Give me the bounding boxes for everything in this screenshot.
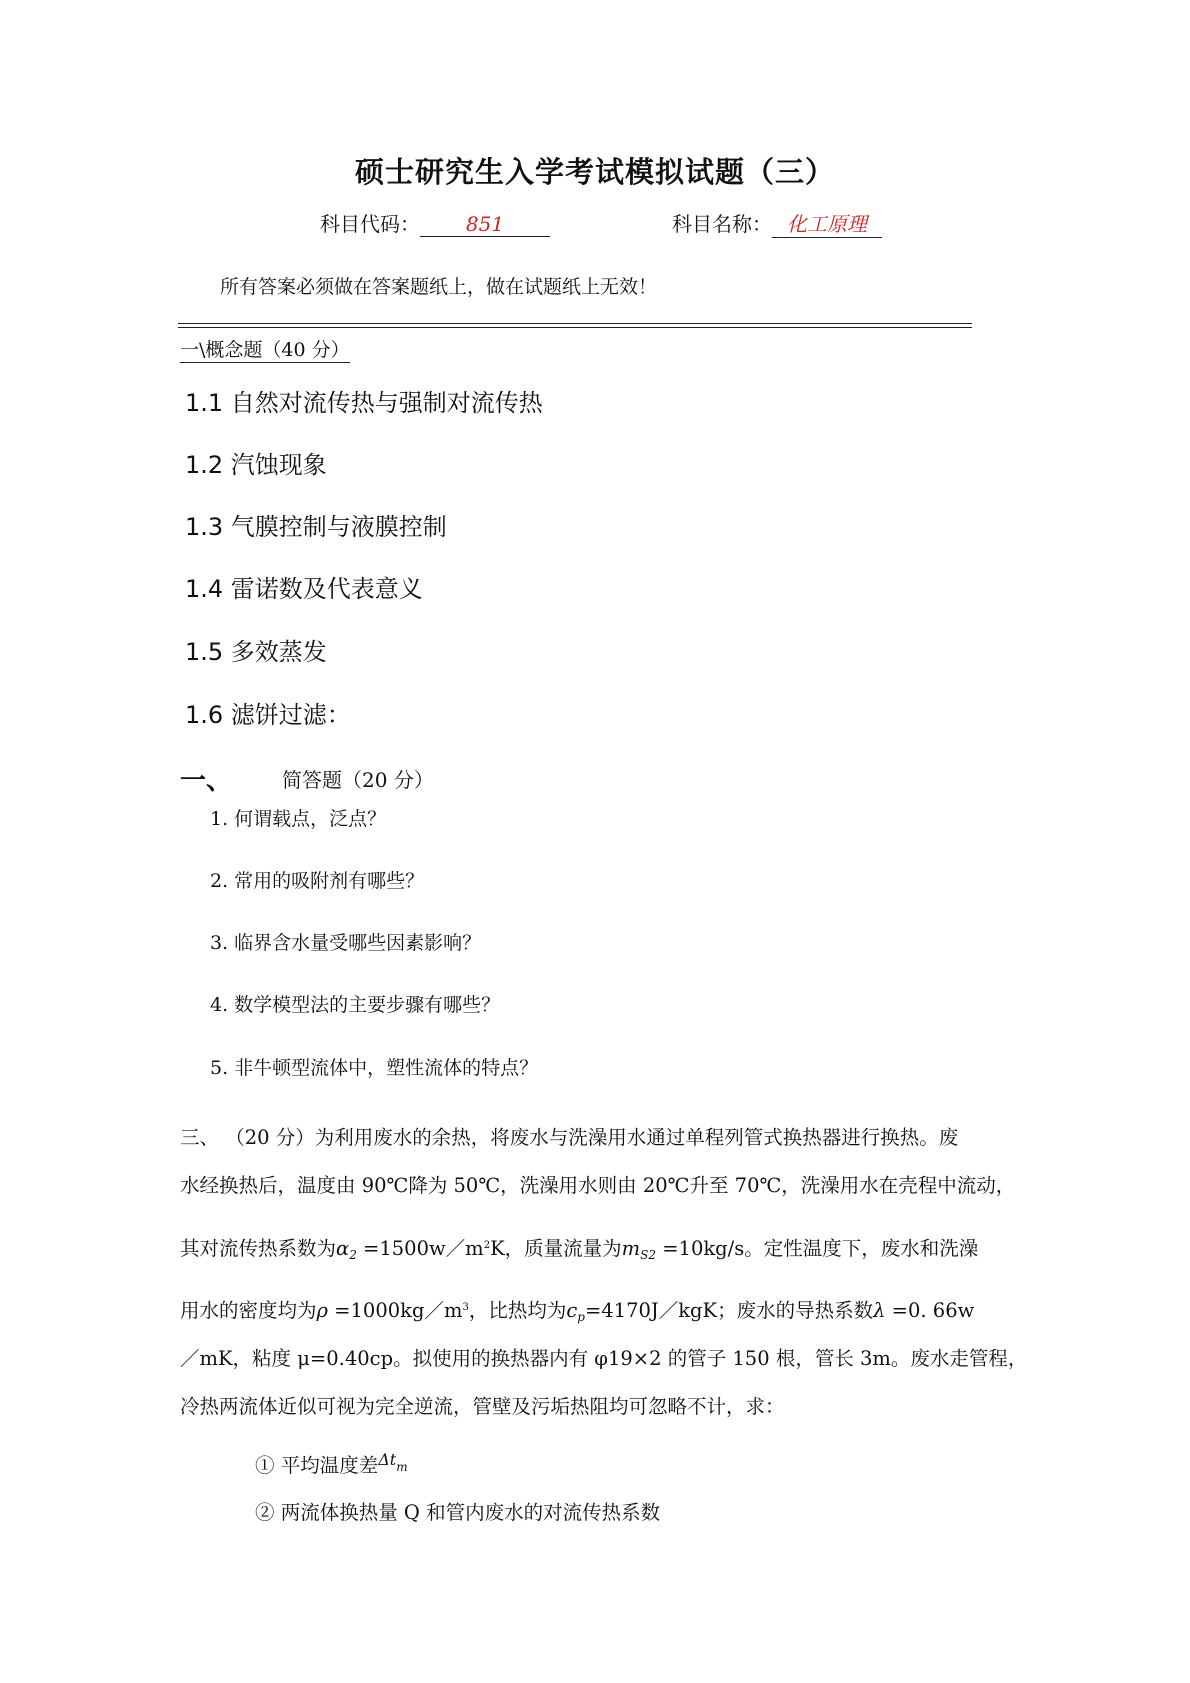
sub-question	[255, 1450, 408, 1478]
sub-question: ② 两流体换热量 Q 和管内废水的对流传热系数	[255, 1501, 661, 1524]
c-symbol: c	[566, 1299, 578, 1322]
exam-notice: 所有答案必须做在答案题纸上，做在试题纸上无效！	[220, 276, 658, 298]
concept-item: 1.2 汽蚀现象	[185, 451, 327, 479]
superscript: 2	[483, 1240, 491, 1251]
problem3-line	[180, 1295, 974, 1324]
lambda-symbol: λ	[873, 1299, 886, 1322]
concept-item: 1.6 滤饼过滤：	[185, 701, 351, 729]
alpha-subscript: 2	[349, 1248, 357, 1262]
subject-code-value: 851	[420, 212, 550, 237]
short-question: 2. 常用的吸附剂有哪些？	[210, 870, 425, 892]
short-question: 3. 临界含水量受哪些因素影响？	[210, 932, 482, 954]
text-segment: ① 平均温度差	[255, 1454, 379, 1477]
subject-name	[672, 208, 882, 238]
concept-item: 1.5 多效蒸发	[185, 638, 327, 666]
alpha-symbol: α	[336, 1237, 350, 1260]
section1-title: 一\概念题（40 分）	[180, 339, 350, 361]
rho-symbol: ρ	[316, 1299, 328, 1322]
divider-bottom	[178, 327, 972, 328]
subject-code	[320, 208, 550, 237]
concept-item: 1.3 气膜控制与液膜控制	[185, 513, 447, 541]
problem3-line	[180, 1233, 978, 1262]
concept-item: 1.4 雷诺数及代表意义	[185, 575, 423, 603]
subject-name-value: 化工原理	[772, 208, 882, 238]
superscript: 3	[462, 1302, 469, 1313]
problem3-line: 水经换热后，温度由 90℃降为 50℃，洗澡用水则由 20℃升至 70℃，洗澡用水在壳程中流动，	[180, 1174, 1016, 1197]
divider-top	[178, 323, 972, 324]
short-question: 4. 数学模型法的主要步骤有哪些？	[210, 994, 501, 1016]
section1-heading	[180, 335, 350, 362]
short-question: 5. 非牛顿型流体中，塑性流体的特点？	[210, 1057, 539, 1079]
section2-heading	[180, 760, 434, 797]
text-segment: ，比热均为	[468, 1299, 567, 1322]
text-segment: =0. 66w	[885, 1299, 975, 1322]
page-title: 硕士研究生入学考试模拟试题（三）	[354, 155, 835, 189]
section2-title: 简答题（20 分）	[282, 768, 434, 792]
m-subscript: S2	[640, 1248, 656, 1262]
delta-t-symbol: Δt	[378, 1450, 397, 1469]
m-symbol: m	[621, 1237, 641, 1260]
subject-name-label: 科目名称：	[672, 212, 772, 236]
text-segment: =4170J／kgK；废水的导热系数	[584, 1299, 874, 1322]
text-segment: =10kg/s。定性温度下，废水和洗澡	[656, 1237, 979, 1260]
concept-item: 1.1 自然对流传热与强制对流传热	[185, 389, 543, 417]
text-segment: =1500w／m	[356, 1237, 484, 1260]
short-question: 1. 何谓载点，泛点？	[210, 808, 387, 830]
subject-code-label: 科目代码：	[320, 212, 420, 236]
text-segment: 用水的密度均为	[180, 1299, 317, 1322]
text-segment: K，质量流量为	[490, 1237, 622, 1260]
delta-t-subscript: m	[396, 1460, 408, 1474]
problem3-line: 三、 （20 分）为利用废水的余热，将废水与洗澡用水通过单程列管式换热器进行换热。废	[180, 1126, 959, 1149]
problem3-line: ／mK，粘度 μ=0.40cp。拟使用的换热器内有 φ19×2 的管子 150 根，管长 3m。废水走管程，	[180, 1347, 1028, 1370]
text-segment: 其对流传热系数为	[180, 1237, 337, 1260]
c-subscript: p	[577, 1310, 585, 1324]
text-segment: =1000kg／m	[327, 1299, 463, 1322]
section2-marker: 一、	[180, 766, 233, 796]
problem3-line: 冷热两流体近似可视为完全逆流，管壁及污垢热阻均可忽略不计，求：	[180, 1395, 785, 1418]
